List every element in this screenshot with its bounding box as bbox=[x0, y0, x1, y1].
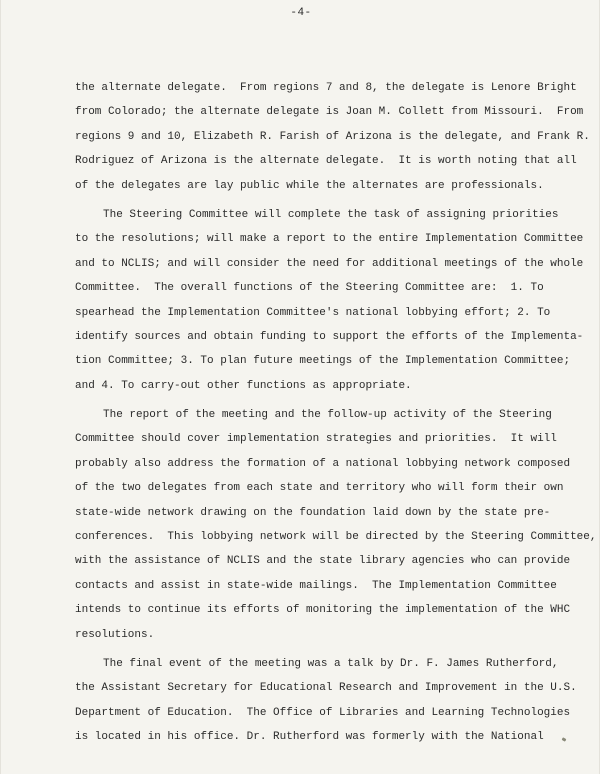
text-line: and 4. To carry-out other functions as appropriate. bbox=[75, 379, 412, 392]
text-line: regions 9 and 10, Elizabeth R. Farish of Arizona is the delegate, and Frank R. bbox=[75, 130, 590, 143]
text-line: Department of Education. The Office of Libraries and Learning Technologies bbox=[75, 706, 571, 719]
paragraph bbox=[75, 203, 584, 398]
paragraph bbox=[75, 403, 597, 647]
text-line: identify sources and obtain funding to support the efforts of the Implementa- bbox=[75, 330, 584, 343]
paragraph bbox=[75, 76, 590, 198]
text-line: The Steering Committee will complete the task of assigning priorities bbox=[103, 208, 559, 221]
text-line: probably also address the formation of a national lobbying network composed bbox=[75, 457, 571, 470]
page-number: -4- bbox=[290, 7, 312, 19]
text-line: the Assistant Secretary for Educational Research and Improvement in the U.S. bbox=[75, 682, 577, 695]
text-line: of the delegates are lay public while the alternates are professionals. bbox=[75, 179, 544, 192]
text-line: resolutions. bbox=[75, 628, 155, 641]
text-line: of the two delegates from each state and territory who will form their own bbox=[75, 482, 564, 495]
text-line: Committee. The overall functions of the Steering Committee are: 1. To bbox=[75, 282, 544, 295]
text-line: Rodriguez of Arizona is the alternate delegate. It is worth noting that all bbox=[75, 155, 577, 168]
text-line: to the resolutions; will make a report to the entire Implementation Committee bbox=[75, 233, 584, 246]
text-line: conferences. This lobbying network will be directed by the Steering Committee, bbox=[75, 531, 597, 544]
text-line: tion Committee; 3. To plan future meetings of the Implementation Committee; bbox=[75, 355, 571, 368]
text-line: state-wide network drawing on the foundation laid down by the state pre- bbox=[75, 506, 551, 519]
paragraph bbox=[75, 652, 577, 750]
text-line: the alternate delegate. From regions 7 and 8, the delegate is Lenore Bright bbox=[75, 82, 577, 94]
text-line: Committee should cover implementation strategies and priorities. It will bbox=[75, 433, 557, 446]
text-line: from Colorado; the alternate delegate is Joan M. Collett from Missouri. From bbox=[75, 106, 584, 119]
body-text bbox=[75, 76, 597, 750]
text-line: intends to continue its efforts of monitoring the implementation of the WHC bbox=[75, 604, 571, 617]
text-line: and to NCLIS; and will consider the need for additional meetings of the whole bbox=[75, 257, 584, 270]
text-line: The report of the meeting and the follow-up activity of the Steering bbox=[103, 409, 552, 422]
text-line: The final event of the meeting was a talk by Dr. F. James Rutherford, bbox=[103, 657, 559, 670]
text-line: is located in his office. Dr. Rutherford was formerly with the National bbox=[75, 731, 544, 744]
text-line: with the assistance of NCLIS and the state library agencies who can provide bbox=[75, 555, 571, 568]
text-line: spearhead the Implementation Committee's national lobbying effort; 2. To bbox=[75, 306, 551, 319]
text-line: contacts and assist in state-wide mailings. The Implementation Committee bbox=[75, 579, 557, 592]
